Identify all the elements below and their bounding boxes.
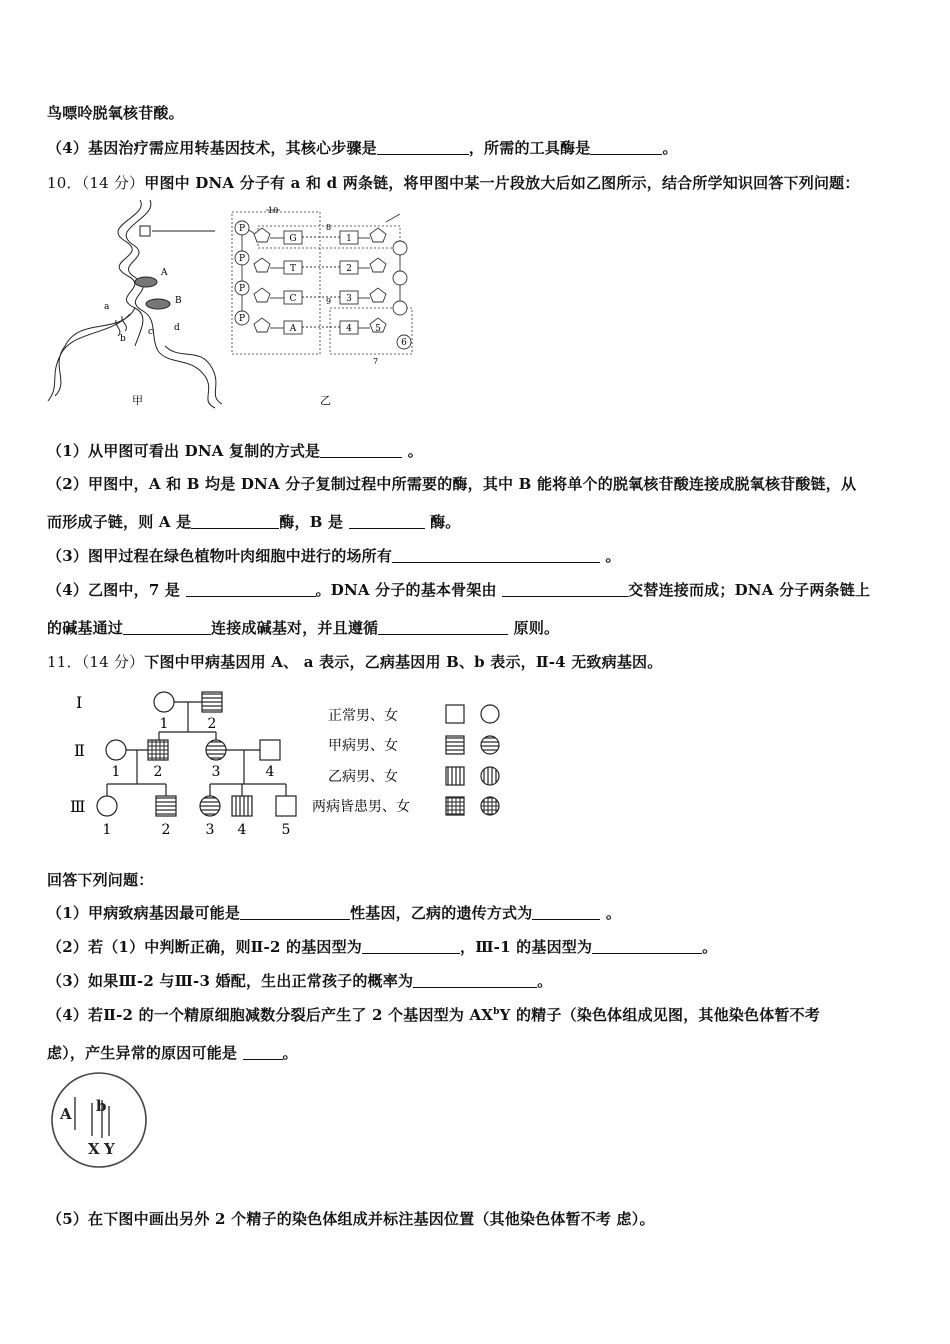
phosphate-label: P <box>238 254 246 264</box>
q10-part4-line2: 的碱基通过 连接成碱基对，并且遵循 原则。 <box>47 619 560 637</box>
caption-yi: 乙 <box>320 394 331 407</box>
generation-I: Ⅰ <box>76 693 83 712</box>
q10-part2-line1: （2）甲图中，A 和 B 均是 DNA 分子复制过程中所需要的酶，其中 B 能将单个的脱氧核苷酸连接成脱氧核苷酸链，从 <box>47 475 857 493</box>
II-3-jia-female <box>206 740 226 760</box>
q11-part3: （3）如果Ⅲ-2 与Ⅲ-3 婚配，生出正常孩子的概率为 。 <box>47 972 553 990</box>
label-b: b <box>120 334 126 344</box>
legend-jia: 甲病男、女 <box>328 738 398 754</box>
label-B: B <box>175 296 182 306</box>
q10-part4-line1: （4）乙图中，7 是 。DNA 分子的基本骨架由 交替连接而成；DNA 分子两条链上 <box>47 581 871 599</box>
phosphate-label: P <box>238 284 246 294</box>
dna-structure-figure-yi <box>228 200 428 410</box>
label-A: A <box>161 268 168 278</box>
gene-b-label: b <box>96 1097 107 1115</box>
I-1-normal-female <box>154 692 174 712</box>
I-1-number: 1 <box>159 716 169 732</box>
q11-intro: 回答下列问题： <box>47 871 154 889</box>
sperm-cell-figure <box>48 1070 152 1172</box>
number-1: 1 <box>346 234 352 244</box>
q11-part2: （2）若（1）中判断正确，则Ⅱ-2 的基因型为 ，Ⅲ-1 的基因型为 。 <box>47 938 718 956</box>
phosphate-label: P <box>238 314 246 324</box>
number-5: 5 <box>375 324 381 334</box>
III-3-number: 3 <box>205 822 215 838</box>
I-2-number: 2 <box>207 716 217 732</box>
q11-part4-line1: （4）若Ⅱ-2 的一个精原细胞减数分裂后产生了 2 个基因型为 $AX^bY$ 的精子（染色体组成见图，其他染色体暂不考 <box>47 1006 820 1024</box>
q11-stem: 11．（14 分）下图中甲病基因用 A、 a 表示，乙病基因用 B、b 表示，Ⅱ-4 无致病基因。 <box>47 653 663 671</box>
callout-10: 10 <box>268 206 279 215</box>
legend-normal: 正常男、女 <box>328 708 398 724</box>
caption-jia: 甲 <box>132 394 143 407</box>
I-2-jia-male <box>202 692 222 712</box>
gene-A-label: A <box>60 1105 72 1123</box>
label-a: a <box>104 302 110 312</box>
q11-part1: （1）甲病致病基因最可能是 性基因，乙病的遗传方式为 。 <box>47 904 622 922</box>
number-4: 4 <box>346 324 352 334</box>
enzyme-B-shape <box>146 299 170 309</box>
III-2-jia-male <box>156 796 176 816</box>
generation-III: Ⅲ <box>70 797 86 816</box>
label-d: d <box>174 323 180 333</box>
dna-replication-figure-jia <box>40 196 230 411</box>
III-3-jia-female <box>200 796 220 816</box>
III-5-number: 5 <box>281 822 291 838</box>
q10-part2-line2: 而形成子链，则 A 是 酶，B 是 酶。 <box>47 513 461 531</box>
II-2-both-male <box>148 740 168 760</box>
II-3-number: 3 <box>211 764 221 780</box>
number-6: 6 <box>401 338 407 348</box>
q10-part3: （3）图甲过程在绿色植物叶肉细胞中进行的场所有 。 <box>47 547 621 565</box>
number-2: 2 <box>346 264 352 274</box>
base-T: T <box>289 264 297 274</box>
number-3: 3 <box>346 294 352 304</box>
label-c: c <box>148 327 154 337</box>
base-A: A <box>289 324 297 334</box>
III-5-normal-male <box>276 796 296 816</box>
II-4-number: 4 <box>265 764 275 780</box>
II-4-normal-male <box>260 740 280 760</box>
chromosome-Y-label: Y <box>104 1140 115 1158</box>
q9-part4: （4）基因治疗需应用转基因技术，其核心步骤是 ，所需的工具酶是 。 <box>47 139 678 157</box>
III-1-normal-female <box>97 796 117 816</box>
II-1-number: 1 <box>111 764 121 780</box>
III-2-number: 2 <box>161 822 171 838</box>
III-4-number: 4 <box>237 822 247 838</box>
legend-both: 两病皆患男、女 <box>312 799 410 815</box>
enzyme-A-shape <box>135 277 157 287</box>
q10-stem: 10．（14 分）甲图中 DNA 分子有 a 和 d 两条链，将甲图中某一片段放大后如乙图所示，结合所学知识回答下列问题： <box>47 174 860 192</box>
q10-part1: （1）从甲图可看出 DNA 复制的方式是 。 <box>47 442 423 460</box>
q11-part5: （5）在下图中画出另外 2 个精子的染色体组成并标注基因位置（其他染色体暂不考 虑）。 <box>47 1210 655 1228</box>
III-1-number: 1 <box>102 822 112 838</box>
callout-9: 9 <box>326 297 332 306</box>
text-line: 鸟嘌呤脱氧核苷酸。 <box>47 104 184 122</box>
q11-part4-line2: 虑），产生异常的原因可能是 。 <box>47 1044 298 1062</box>
callout-8: 8 <box>326 223 332 232</box>
legend-yi: 乙病男、女 <box>328 769 398 785</box>
chromosome-X-label: X <box>88 1140 100 1158</box>
base-G: G <box>289 234 297 244</box>
II-1-normal-female <box>106 740 126 760</box>
pedigree-chart <box>66 684 506 840</box>
callout-7: 7 <box>373 357 379 366</box>
base-C: C <box>289 294 297 304</box>
III-4-yi-male <box>232 796 252 816</box>
generation-II: Ⅱ <box>74 741 85 760</box>
phosphate-label: P <box>238 224 246 234</box>
II-2-number: 2 <box>153 764 163 780</box>
